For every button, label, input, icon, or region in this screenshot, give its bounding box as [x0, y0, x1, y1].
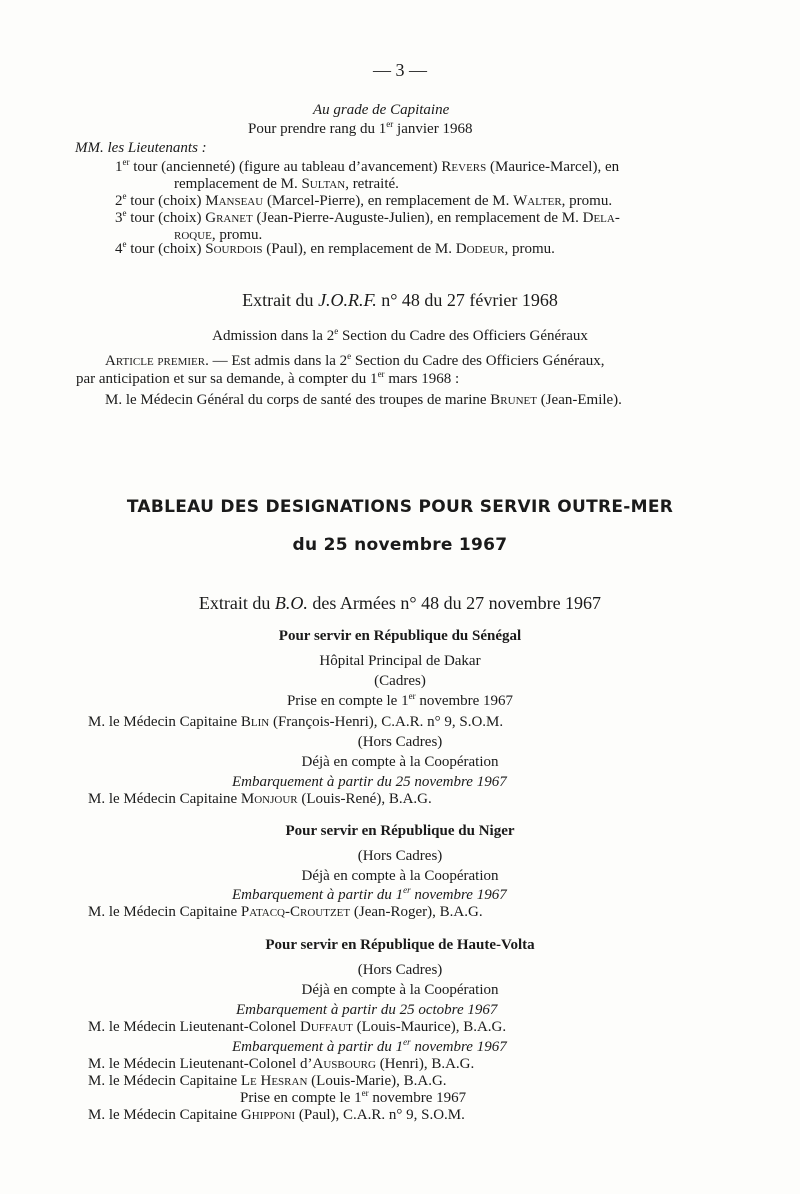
niger-hors-cadres: (Hors Cadres)	[357, 848, 443, 864]
volta-deja: Déjà en compte à la Coopération	[301, 982, 499, 998]
senegal-heading: Pour servir en République du Sénégal	[278, 628, 522, 644]
senegal-cadres: (Cadres)	[374, 673, 426, 689]
tableau-title: TABLEAU DES DESIGNATIONS POUR SERVIR OUTRE-MER	[126, 497, 674, 517]
volta-embarquement-1: Embarquement à partir du 25 octobre 1967	[236, 1002, 498, 1018]
entry-3-cont: roque, promu.	[174, 227, 263, 243]
page-number: — 3 —	[373, 60, 427, 80]
volta-person-1: M. le Médecin Lieutenant-Colonel Duffaut (Louis-Maurice), B.A.G.	[88, 1019, 507, 1035]
article-line-3: M. le Médecin Général du corps de santé des troupes de marine Brunet (Jean-Emile).	[105, 392, 622, 408]
entry-3: 3e tour (choix) Granet (Jean-Pierre-Auguste-Julien), en remplacement de M. Dela-	[115, 208, 620, 226]
volta-heading: Pour servir en République de Haute-Volta	[265, 937, 535, 953]
volta-person-4: M. le Médecin Capitaine Ghipponi (Paul), C.A.R. n° 9, S.O.M.	[88, 1107, 465, 1123]
jorf-subtitle: Admission dans la 2e Section du Cadre des Officiers Généraux	[212, 326, 588, 344]
senegal-person-1: M. le Médecin Capitaine Blin (François-Henri), C.A.R. n° 9, S.O.M.	[88, 714, 504, 730]
tableau-date: du 25 novembre 1967	[292, 535, 508, 555]
volta-person-2: M. le Médecin Lieutenant-Colonel d’Ausbourg (Henri), B.A.G.	[88, 1056, 475, 1072]
senegal-person-2: M. le Médecin Capitaine Monjour (Louis-René), B.A.G.	[88, 791, 432, 807]
entry-1: 1er tour (ancienneté) (figure au tableau d’avancement) Revers (Maurice-Marcel), en	[115, 157, 620, 175]
senegal-hors-cadres: (Hors Cadres)	[357, 734, 443, 750]
article-line-2: par anticipation et sur sa demande, à compter du 1er mars 1968 :	[76, 369, 460, 387]
senegal-prise: Prise en compte le 1er novembre 1967	[286, 691, 514, 709]
niger-embarquement: Embarquement à partir du 1er novembre 1967	[232, 885, 507, 903]
bo-extract-title: Extrait du B.O. des Armées n° 48 du 27 novembre 1967	[198, 593, 602, 613]
article-line-1: Article premier. — Est admis dans la 2e Section du Cadre des Officiers Généraux,	[105, 351, 605, 369]
grade-heading: Au grade de Capitaine	[313, 102, 450, 118]
niger-deja: Déjà en compte à la Coopération	[301, 868, 499, 884]
entry-2: 2e tour (choix) Manseau (Marcel-Pierre), en remplacement de M. Walter, promu.	[115, 191, 613, 209]
volta-embarquement-2: Embarquement à partir du 1er novembre 1967	[232, 1037, 507, 1055]
senegal-hospital: Hôpital Principal de Dakar	[319, 653, 481, 669]
group-label: MM. les Lieutenants :	[75, 140, 207, 156]
senegal-embarquement: Embarquement à partir du 25 novembre 1967	[232, 774, 507, 790]
senegal-deja: Déjà en compte à la Coopération	[301, 754, 499, 770]
entry-1-cont: remplacement de M. Sultan, retraité.	[174, 176, 399, 192]
rank-date: Pour prendre rang du 1er janvier 1968	[248, 119, 473, 137]
niger-person-1: M. le Médecin Capitaine Patacq-Croutzet (Jean-Roger), B.A.G.	[88, 904, 483, 920]
entry-4: 4e tour (choix) Sourdois (Paul), en remplacement de M. Dodeur, promu.	[115, 239, 555, 257]
volta-hors-cadres: (Hors Cadres)	[357, 962, 443, 978]
niger-heading: Pour servir en République du Niger	[285, 823, 515, 839]
volta-prise: Prise en compte le 1er novembre 1967	[240, 1088, 467, 1106]
volta-person-3: M. le Médecin Capitaine Le Hesran (Louis-Marie), B.A.G.	[88, 1073, 447, 1089]
jorf-title: Extrait du J.O.R.F. n° 48 du 27 février 1968	[242, 290, 558, 310]
